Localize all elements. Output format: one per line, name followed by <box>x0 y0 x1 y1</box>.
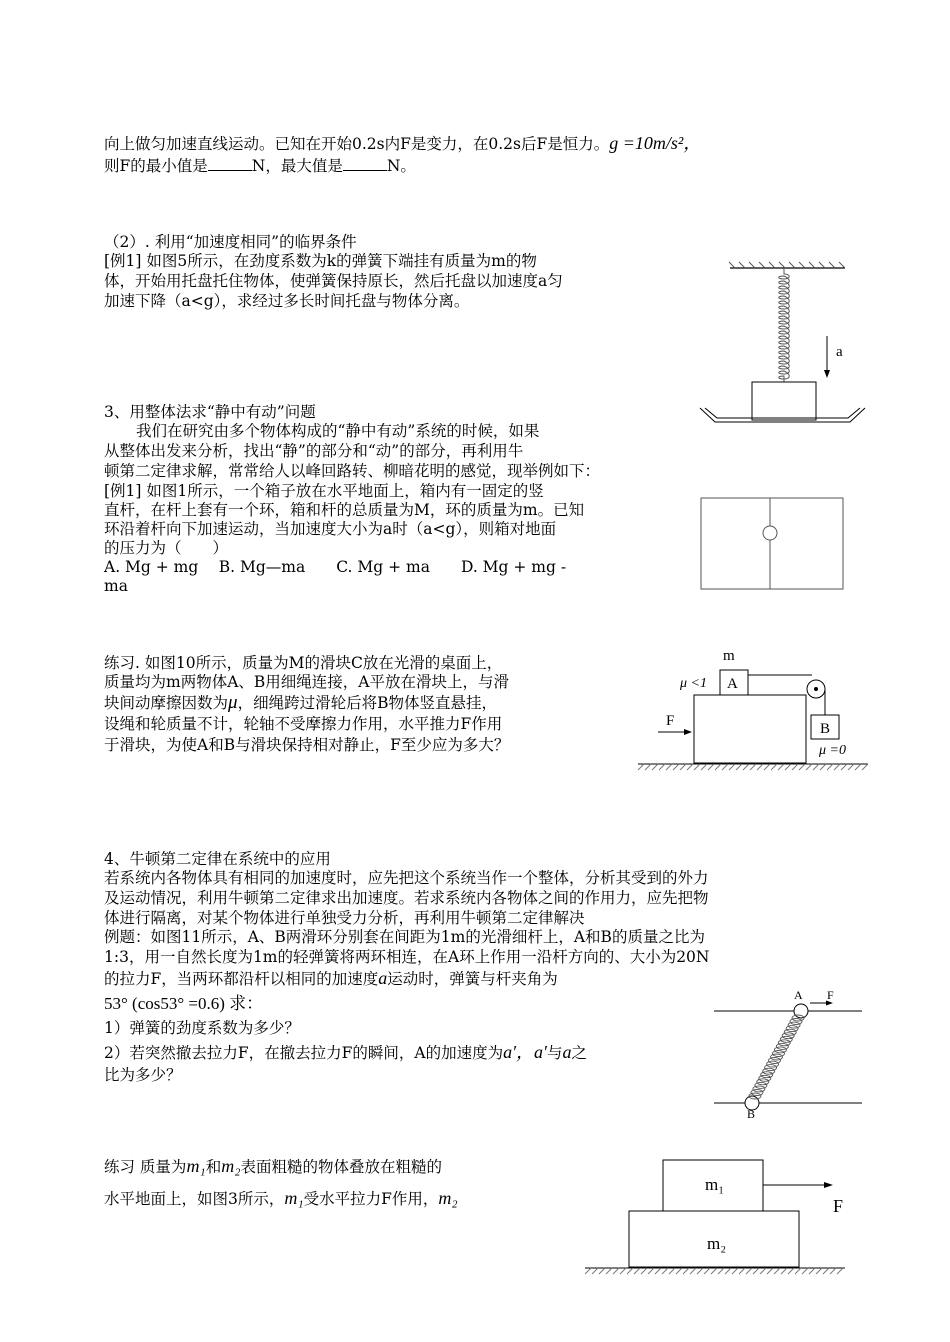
section4-question2 <box>104 1042 587 1063</box>
section3-line6: 环沿着杆向下加速运动，当加速度大小为a时（a<g），则箱对地面 <box>104 520 557 538</box>
section3-line4: [例1] 如图1所示，一个箱子放在水平地面上，箱内有一固定的竖 <box>104 482 544 500</box>
section4-question3: 比为多少？ <box>104 1066 182 1084</box>
fig10-mass-m: m <box>723 648 735 664</box>
exercise1-line1: 练习. 如图10所示，质量为M的滑块C放在光滑的桌面上， <box>104 654 503 672</box>
figure-11-rings-spring <box>712 985 867 1120</box>
section3-heading: 3、用整体法求“静中有动”问题 <box>104 403 316 421</box>
section4-question1: 1）弹簧的劲度系数为多少？ <box>104 1019 300 1037</box>
fig11-ring-a: A <box>794 988 803 1002</box>
answer-blank-min[interactable] <box>208 156 252 171</box>
mass-m2-symbol: m₂ <box>221 1156 241 1176</box>
section2-line2: 体，开始用托盘托住物体，使弹簧保持原长，然后托盘以加速度a匀 <box>104 272 563 290</box>
fig11-force-f: F <box>827 988 834 1002</box>
fig11-ring-b: B <box>747 1107 756 1120</box>
p1-line1-text: 向上做匀加速直线运动。已知在开始0.2s内F是变力，在0.2s后F是恒力。 <box>104 135 610 153</box>
section4-angle-line: 53° (cos53° =0.6) 求： <box>104 994 264 1013</box>
section4-line6-a: 的拉力F，当两环都沿杆以相同的加速度 <box>104 970 379 988</box>
fig10-force-f: F <box>666 713 675 729</box>
section4-q2-c: 与 <box>546 1044 563 1062</box>
mu-symbol: μ <box>228 692 238 713</box>
spring <box>779 268 790 382</box>
section3-options: A. Mg + mg B. Mg—ma C. Mg + ma D. Mg + mg - <box>104 558 567 576</box>
exercise1-line3-b: ，细绳跨过滑轮后将B物体竖直悬挂， <box>237 694 497 712</box>
mass-m2-symbol-2: m₂ <box>438 1188 458 1208</box>
p1-line2 <box>104 156 416 176</box>
p1-line2-b: N，最大值是 <box>251 157 343 175</box>
fig10-mu-zero: μ =0 <box>819 743 846 758</box>
exercise2-line1-a: 练习 质量为 <box>104 1158 187 1176</box>
section2-line3: 加速下降（a<g），求经过多长时间托盘与物体分离。 <box>104 292 470 310</box>
exercise2-line2 <box>104 1188 458 1209</box>
section3-line2: 从整体出发来分析，找出“静”的部分和“动”的部分，再利用牛 <box>104 442 524 460</box>
accel-symbol: a <box>378 968 388 988</box>
exercise2-line1 <box>104 1156 442 1177</box>
exercise1-line4: 设绳和轮质量不计，轮轴不受摩擦力作用，水平推力F作用 <box>104 715 503 733</box>
section4-line3: 体进行隔离，对某个物体进行单独受力分析，再利用牛顿第二定律解决 <box>104 909 585 927</box>
mass-m1-symbol: m₁ <box>186 1156 206 1176</box>
fig3-block-m2: m₂ <box>707 1234 727 1253</box>
section4-line2: 及运动情况，利用牛顿第二定律求出加速度。若求系统内各物体之间的作用力，应先把物 <box>104 889 709 907</box>
section4-line6 <box>104 968 558 989</box>
section4-heading: 4、牛顿第二定律在系统中的应用 <box>104 850 331 868</box>
accel-prime-symbol: a′，a′ <box>503 1042 547 1062</box>
section3-line1: 我们在研究由多个物体构成的“静中有动”系统的时候，如果 <box>136 422 540 440</box>
fig10-block-b: B <box>820 721 831 737</box>
figure-3-stacked-blocks <box>585 1158 855 1283</box>
figure-1-box-rod <box>700 497 845 591</box>
accel-symbol-2: a <box>562 1042 572 1062</box>
exercise1-line3-a: 块间动摩擦因数为 <box>104 694 229 712</box>
mass-m1-symbol-2: m₁ <box>284 1188 304 1208</box>
exercise2-line1-b: 和 <box>205 1158 222 1176</box>
exercise2-line2-b: 受水平拉力F作用， <box>303 1190 439 1208</box>
fig10-mu-lt1: μ <1 <box>680 676 707 691</box>
figure-10-slider-pulley <box>636 645 876 775</box>
exercise1-line5: 于滑块，为使A和B与滑块保持相对静止，F至少应为多大？ <box>104 736 510 754</box>
section3-line7: 的压力为（ ） <box>104 539 229 557</box>
section2-line1: [例1] 如图5所示，在劲度系数为k的弹簧下端挂有质量为m的物 <box>104 252 537 270</box>
diagonal-spring <box>749 1015 804 1099</box>
section4-line4: 例题：如图11所示，A、B两滑环分别套在间距为1m的光滑细杆上，A和B的质量之比为 <box>104 928 705 946</box>
fig3-block-m1: m₁ <box>705 1175 725 1194</box>
section3-line3: 顿第二定律求解，常常给人以峰回路转、柳暗花明的感觉，现举例如下： <box>104 462 601 480</box>
section4-q2-e: 之 <box>571 1044 587 1062</box>
p1-line2-a: 则F的最小值是 <box>104 157 208 175</box>
fig10-block-a: A <box>727 676 738 692</box>
section3-line5: 直杆，在杆上套有一个环，箱和杆的总质量为M，环的质量为m。已知 <box>104 501 585 519</box>
section3-options-cont: ma <box>104 577 128 595</box>
fig3-force-f: F <box>833 1196 844 1216</box>
g-formula: g =10m/s²， <box>609 133 702 153</box>
exercise2-line1-c: 表面粗糙的物体叠放在粗糙的 <box>240 1158 442 1176</box>
exercise2-line2-a: 水平地面上，如图3所示， <box>104 1190 285 1208</box>
answer-blank-max[interactable] <box>343 156 387 171</box>
p1-line1 <box>104 133 701 154</box>
section4-line5: 1:3，用一自然长度为1m的轻弹簧将两环相连，在A环上作用一沿杆方向的、大小为20N <box>104 948 710 966</box>
figure-5-spring-tray <box>695 258 870 428</box>
fig5-acceleration-label: a <box>836 344 843 360</box>
p1-line2-c: N。 <box>386 157 416 175</box>
section4-line6-c: 运动时，弹簧与杆夹角为 <box>387 970 558 988</box>
section4-line1: 若系统内各物体具有相同的加速度时，应先把这个系统当作一个整体，分析其受到的外力 <box>104 869 709 887</box>
section4-q2-a: 2）若突然撤去拉力F，在撤去拉力F的瞬间，A的加速度为 <box>104 1044 504 1062</box>
exercise1-line3 <box>104 693 497 713</box>
exercise1-line2: 质量均为m两物体A、B用细绳连接，A平放在滑块上，与滑 <box>104 673 509 691</box>
section2-heading: （2）. 利用“加速度相同”的临界条件 <box>104 233 357 251</box>
